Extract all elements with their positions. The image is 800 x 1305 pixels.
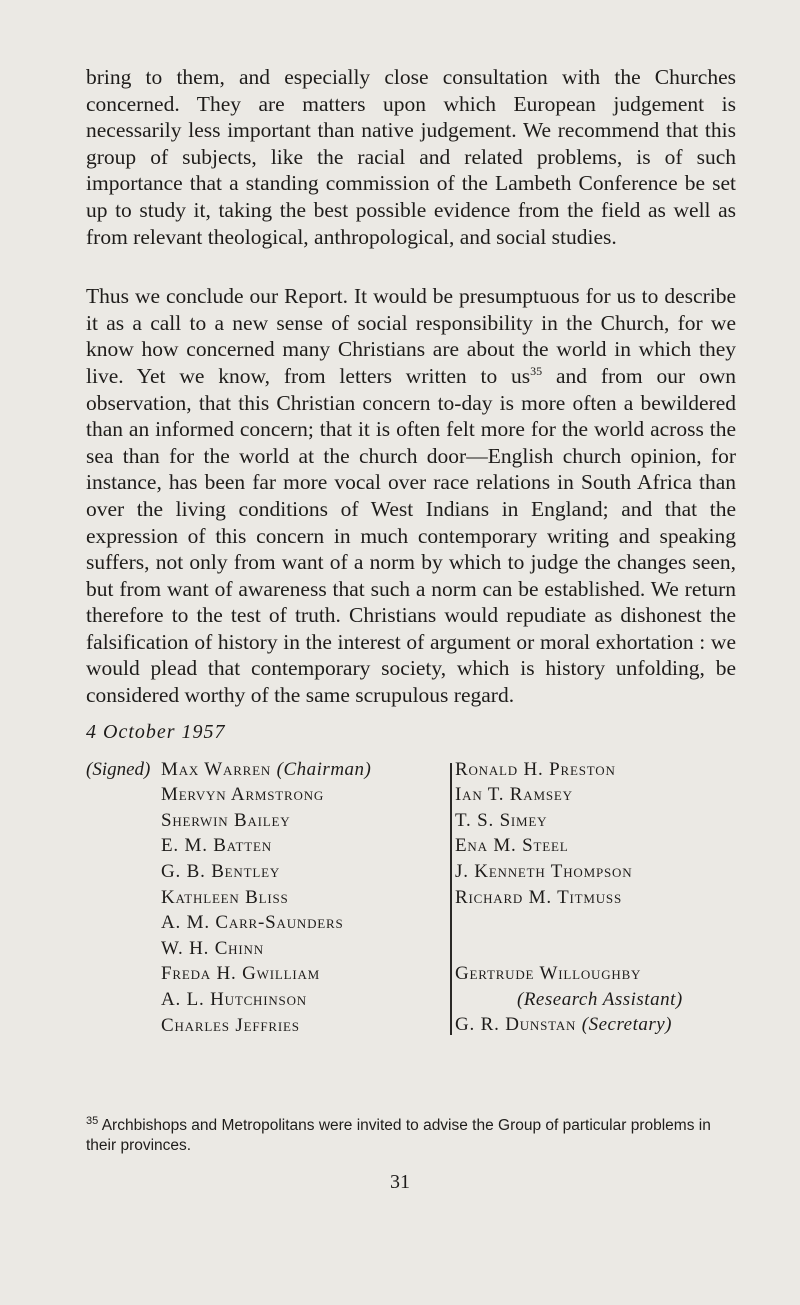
page-number: 31	[390, 1171, 410, 1193]
signatory: Sherwin Bailey	[161, 809, 291, 831]
column-divider	[450, 763, 452, 1035]
signatory: Charles Jeffries	[161, 1014, 300, 1036]
signatories-block	[86, 757, 736, 1057]
page-body	[86, 64, 736, 1057]
signatory: Kathleen Bliss	[161, 886, 289, 908]
signatory: J. Kenneth Thompson	[455, 861, 633, 883]
signatory: Richard M. Titmuss	[455, 886, 622, 908]
signatory: T. S. Simey	[455, 809, 548, 831]
footnote-number: 35	[86, 1115, 99, 1127]
report-date: 4 October 1957	[86, 720, 226, 743]
signatory: G. R. Dunstan (Secretary)	[455, 1014, 673, 1036]
signatory: E. M. Batten	[161, 835, 272, 857]
footnote	[86, 1116, 736, 1155]
signatories-right-column	[455, 757, 683, 1038]
signatory: G. B. Bentley	[161, 861, 281, 883]
signatory: Max Warren (Chairman)	[161, 758, 372, 780]
signatory: Ena M. Steel	[455, 835, 569, 857]
paragraph-2-text-a: Thus we conclude our Report. It would be presumptuous for us to describe it as a call to a new sense of social responsibility in the Church, for we know how concerned many Christians are about the world in which they live. Yet we know, from letters written to us	[86, 284, 736, 388]
signatory: A. L. Hutchinson	[161, 989, 307, 1010]
paragraph-2	[86, 283, 736, 709]
signatory: Ronald H. Preston	[455, 758, 616, 780]
footnote-reference[interactable]: 35	[530, 363, 543, 378]
signatory: Ian T. Ramsey	[455, 784, 573, 806]
signatory: Mervyn Armstrong	[161, 784, 325, 806]
signatory: A. M. Carr-Saunders	[161, 912, 344, 934]
signatories-left-column	[161, 757, 371, 1039]
paragraph-1: bring to them, and especially close consultation with the Churches concerned. They are matters upon which European judgement is necessarily less important than native judgement. We recommend that this group of subjects, like the racial and related problems, is of such importance that a standing commission of the Lambeth Conference be set up to study it, taking the best possible evidence from the field as well as from relevant theological, anthropological, and social studies.	[86, 65, 736, 249]
signatory: Freda H. Gwilliam	[161, 963, 321, 985]
signatory-role: (Research Assistant)	[517, 988, 683, 1010]
signatory: W. H. Chinn	[161, 937, 264, 959]
signed-label: (Signed)	[86, 758, 151, 780]
paragraph-2-text-b: and from our own observation, that this Christian concern to-day is more often a bewildered than an informed concern; that it is often felt more for the world across the sea than for the world at the church door—English church opinion, for instance, has been far more vocal over race relations in South Africa than over the living conditions of West Indians in England; and that the expression of this concern in much contemporary writing and speaking suffers, not only from want of a norm by which to judge the changes seen, but from want of awareness that such a norm can be established. We return therefore to the test of truth. Christians would repudiate as dishonest the falsification of history in the interest of argument or moral exhortation : we would plead that contemporary society, which is history unfolding, be considered worthy of the same scrupulous regard.	[86, 363, 736, 708]
signatory: Gertrude Willoughby	[455, 963, 642, 985]
spacer	[455, 910, 683, 961]
footnote-text: Archbishops and Metropolitans were invited to advise the Group of particular problems in their provinces.	[86, 1117, 711, 1154]
